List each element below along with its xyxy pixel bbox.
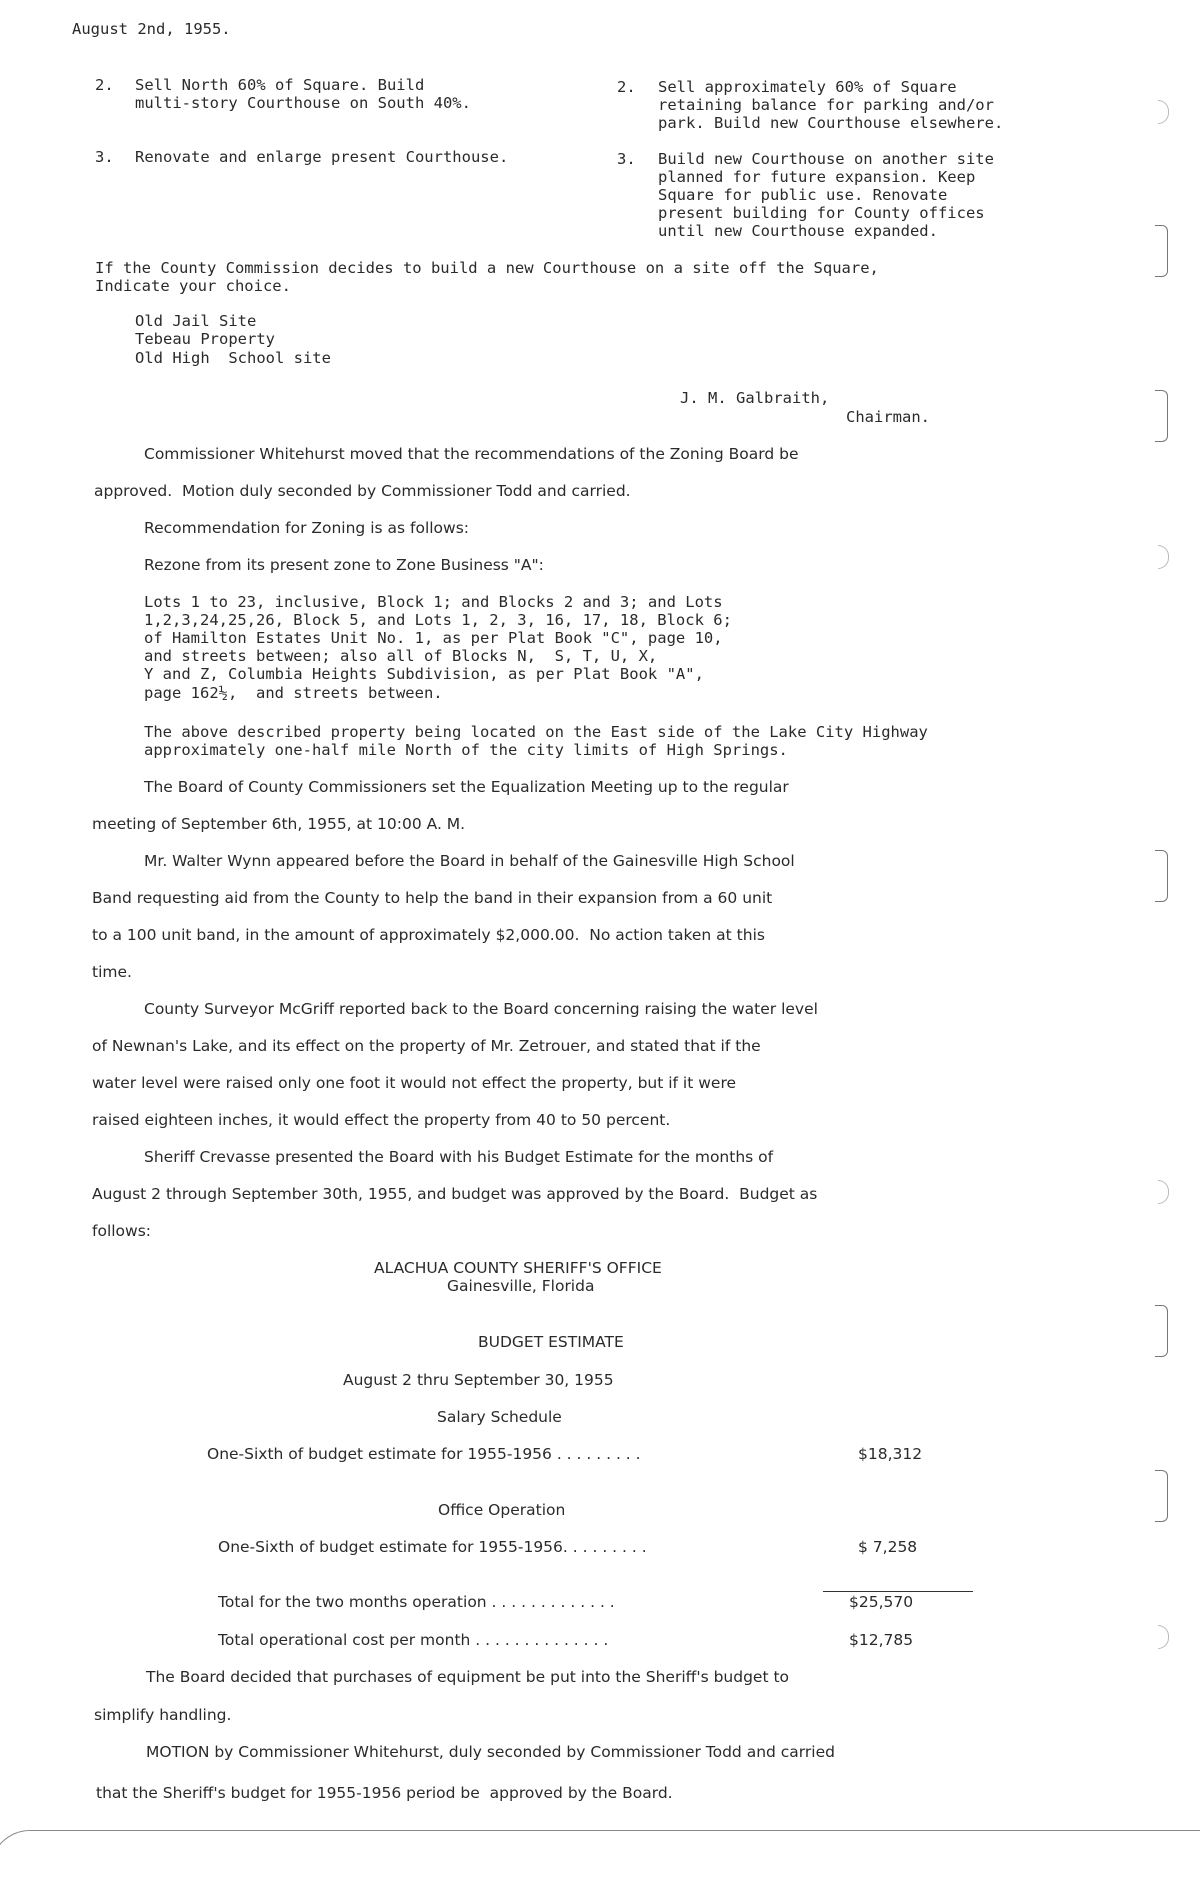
- salary-label: One-Sixth of budget estimate for 1955-1956 . . . . . . . . .: [207, 1445, 641, 1463]
- lots-line: Lots 1 to 23, inclusive, Block 1; and Blocks 2 and 3; and Lots: [144, 593, 723, 611]
- zoning-intro: Recommendation for Zoning is as follows:: [144, 519, 470, 537]
- option-right-2-line-3: park. Build new Courthouse elsewhere.: [658, 114, 1004, 132]
- total-underline: [823, 1591, 973, 1592]
- option-left-3-line-1: Renovate and enlarge present Courthouse.: [135, 148, 509, 166]
- site-choice: Old High School site: [135, 349, 331, 367]
- binder-hole-mark: [1155, 390, 1168, 442]
- lots-line: and streets between; also all of Blocks N, S, T, U, X,: [144, 647, 658, 665]
- band-line-1: Mr. Walter Wynn appeared before the Board in behalf of the Gainesville High School: [144, 852, 795, 870]
- option-right-3-line-3: Square for public use. Renovate: [658, 186, 948, 204]
- option-left-2-line-2: multi-story Courthouse on South 40%.: [135, 94, 471, 112]
- option-right-3-line-2: planned for future expansion. Keep: [658, 168, 976, 186]
- option-right-3-number: 3.: [617, 150, 636, 168]
- equipment-line-1: The Board decided that purchases of equipment be put into the Sheriff's budget to: [146, 1668, 790, 1686]
- sheriff-line-3: follows:: [92, 1222, 152, 1240]
- site-question-line-2: Indicate your choice.: [95, 277, 291, 295]
- motion-line-1: MOTION by Commissioner Whitehurst, duly seconded by Commissioner Todd and carried: [146, 1743, 835, 1761]
- sheriff-line-2: August 2 through September 30th, 1955, and budget was approved by the Board. Budget as: [92, 1185, 818, 1203]
- salary-amount: $18,312: [858, 1445, 923, 1463]
- operation-amount: $ 7,258: [858, 1538, 918, 1556]
- site-choice: Old Jail Site: [135, 312, 257, 330]
- zoning-motion-line-1: Commissioner Whitehurst moved that the recommendations of the Zoning Board be: [144, 445, 799, 463]
- site-choice: Tebeau Property: [135, 330, 275, 348]
- binder-hole-mark: [1155, 850, 1168, 902]
- option-right-3-line-4: present building for County offices: [658, 204, 985, 222]
- zoning-motion-line-2: approved. Motion duly seconded by Commissioner Todd and carried.: [94, 482, 631, 500]
- equalization-line-1: The Board of County Commissioners set the Equalization Meeting up to the regular: [144, 778, 789, 796]
- option-right-3-line-1: Build new Courthouse on another site: [658, 150, 994, 168]
- site-question-line-1: If the County Commission decides to build a new Courthouse on a site off the Square,: [95, 259, 879, 277]
- binder-hole-mark: [1158, 100, 1169, 124]
- band-line-4: time.: [92, 963, 132, 981]
- signature-title: Chairman.: [846, 408, 930, 426]
- equipment-line-2: simplify handling.: [94, 1706, 232, 1724]
- binder-hole-mark: [1158, 545, 1169, 569]
- lots-line: 1,2,3,24,25,26, Block 5, and Lots 1, 2, 3, 16, 17, 18, Block 6;: [144, 611, 732, 629]
- binder-hole-mark: [1155, 1305, 1168, 1357]
- monthly-label: Total operational cost per month . . . . . . . . . . . . . .: [218, 1631, 609, 1649]
- rezone-line: Rezone from its present zone to Zone Business "A":: [144, 556, 544, 574]
- monthly-amount: $12,785: [849, 1631, 914, 1649]
- surveyor-line-2: of Newnan's Lake, and its effect on the property of Mr. Zetrouer, and stated that if the: [92, 1037, 761, 1055]
- surveyor-line-4: raised eighteen inches, it would effect the property from 40 to 50 percent.: [92, 1111, 671, 1129]
- option-left-3-number: 3.: [95, 148, 114, 166]
- location-line-1: The above described property being located on the East side of the Lake City Highway: [144, 723, 928, 741]
- salary-heading: Salary Schedule: [437, 1408, 562, 1426]
- option-right-3-line-5: until new Courthouse expanded.: [658, 222, 938, 240]
- total-amount: $25,570: [849, 1593, 914, 1611]
- binder-hole-mark: [1155, 1470, 1168, 1522]
- band-line-2: Band requesting aid from the County to help the band in their expansion from a 60 unit: [92, 889, 773, 907]
- lots-line: page 162½, and streets between.: [144, 684, 443, 702]
- surveyor-line-1: County Surveyor McGriff reported back to the Board concerning raising the water level: [144, 1000, 818, 1018]
- option-right-2-line-2: retaining balance for parking and/or: [658, 96, 994, 114]
- budget-period: August 2 thru September 30, 1955: [343, 1371, 614, 1389]
- budget-office: ALACHUA COUNTY SHERIFF'S OFFICE: [374, 1259, 662, 1277]
- binder-hole-mark: [1155, 225, 1168, 277]
- sheriff-line-1: Sheriff Crevasse presented the Board with his Budget Estimate for the months of: [144, 1148, 774, 1166]
- document-date: August 2nd, 1955.: [72, 20, 231, 38]
- lots-line: of Hamilton Estates Unit No. 1, as per Plat Book "C", page 10,: [144, 629, 723, 647]
- location-line-2: approximately one-half mile North of the city limits of High Springs.: [144, 741, 788, 759]
- band-line-3: to a 100 unit band, in the amount of approximately $2,000.00. No action taken at this: [92, 926, 765, 944]
- binder-hole-mark: [1158, 1180, 1169, 1204]
- binder-hole-mark: [1158, 1625, 1169, 1649]
- budget-heading: BUDGET ESTIMATE: [478, 1333, 624, 1351]
- motion-line-2: that the Sheriff's budget for 1955-1956 period be approved by the Board.: [96, 1784, 673, 1802]
- page-bottom-edge: [0, 1830, 1200, 1891]
- total-label: Total for the two months operation . . . . . . . . . . . . .: [218, 1593, 615, 1611]
- equalization-line-2: meeting of September 6th, 1955, at 10:00 A. M.: [92, 815, 466, 833]
- operation-label: One-Sixth of budget estimate for 1955-1956. . . . . . . . .: [218, 1538, 647, 1556]
- budget-city: Gainesville, Florida: [447, 1277, 595, 1295]
- signature-name: J. M. Galbraith,: [680, 389, 830, 407]
- option-left-2-number: 2.: [95, 76, 114, 94]
- operation-heading: Office Operation: [438, 1501, 566, 1519]
- option-left-2-line-1: Sell North 60% of Square. Build: [135, 76, 425, 94]
- option-right-2-line-1: Sell approximately 60% of Square: [658, 78, 957, 96]
- lots-line: Y and Z, Columbia Heights Subdivision, as per Plat Book "A",: [144, 665, 704, 683]
- surveyor-line-3: water level were raised only one foot it would not effect the property, but if it were: [92, 1074, 737, 1092]
- option-right-2-number: 2.: [617, 78, 636, 96]
